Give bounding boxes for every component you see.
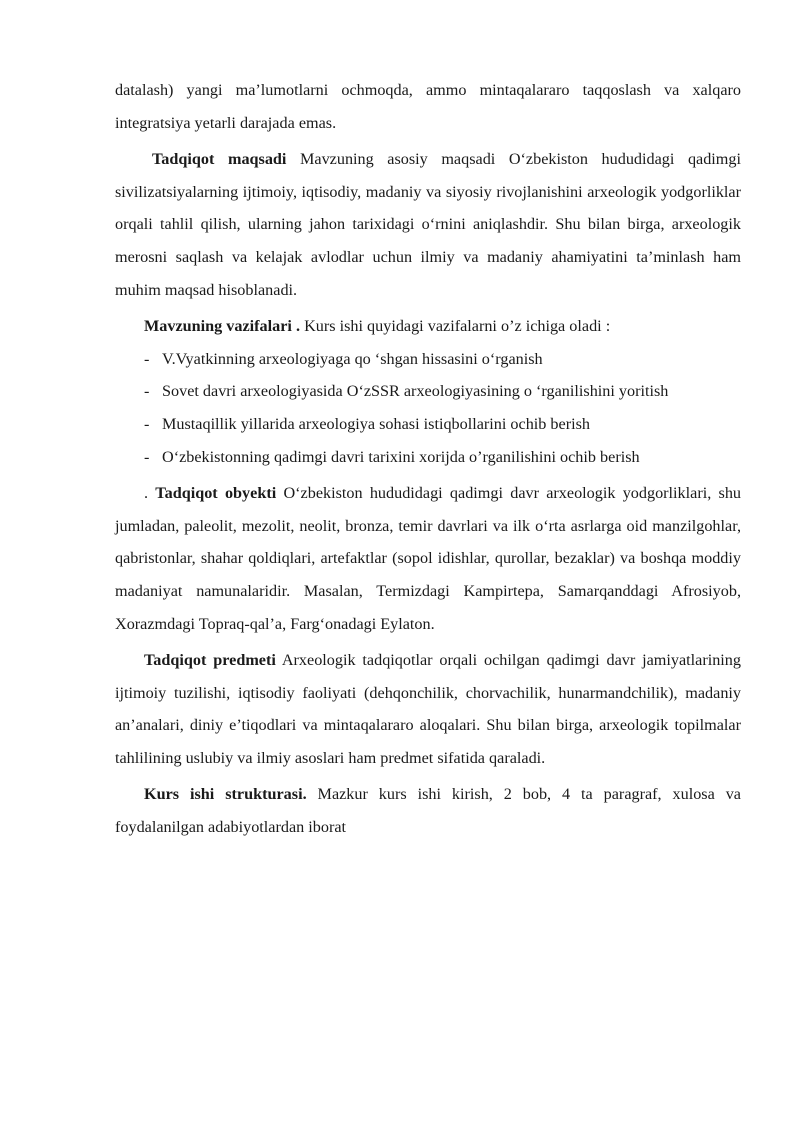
research-object-lead: .	[144, 484, 156, 503]
structure-heading: Kurs ishi strukturasi.	[144, 785, 307, 804]
research-subject-text: Arxeologik tadqiqotlar orqali ochilgan qadimgi davr jamiyatlarining ijtimoiy tuzilishi, iqtisodiy faoliyati (dehqonchilik, chorvachilik, hunarmandchilik), madaniy an’analari, diniy e’tiqodlari va mintaqalararo aloqalari. Shu bilan birga, arxeologik topilmalar tahlilining uslubiy va ilmiy asoslari ham predmet sifatida qaraladi.	[115, 651, 741, 767]
structure-paragraph	[115, 778, 741, 843]
list-item-text: Sovet davri arxeologiyasida O‘zSSR arxeologiyasining o ‘rganilishini yoritish	[162, 382, 669, 401]
paragraph-continuation-text: datalash) yangi ma’lumotlarni ochmoqda, ammo mintaqalararo taqqoslash va xalqaro integratsiya yetarli darajada emas.	[115, 81, 741, 132]
list-bullet: -	[144, 447, 150, 466]
research-object-paragraph	[115, 477, 741, 640]
list-item-text: Mustaqillik yillarida arxeologiya sohasi istiqbollarini ochib berish	[162, 414, 590, 433]
list-bullet: -	[144, 414, 150, 433]
research-goal-heading: Tadqiqot maqsadi	[152, 150, 287, 169]
list-item-text: O‘zbekistonning qadimgi davri tarixini xorijda o’rganilishini ochib berish	[162, 447, 640, 466]
research-object-text: O‘zbekiston hududidagi qadimgi davr arxeologik yodgorliklari, shu jumladan, paleolit, mezolit, neolit, bronza, temir davrlari va ilk o‘rta asrlarga oid manzilgohlar, qabristonlar, shahar qoldiqlari, artefaktlar (sopol idishlar, qurollar, bezaklar) va boshqa moddiy madaniyat namunalaridir. Masalan, Termizdagi Kampirtepa, Samarqanddagi Afrosiyob, Xorazmdagi Topraq-qal’a, Farg‘onadagi Eylaton.	[115, 484, 742, 633]
list-item-text: V.Vyatkinning arxeologiyaga qo ‘shgan hissasini o‘rganish	[162, 349, 543, 368]
research-goal-text: Mavzuning asosiy maqsadi O‘zbekiston hududidagi qadimgi sivilizatsiyalarning ijtimoiy, iqtisodiy, madaniy va siyosiy rivojlanishini arxeologik yodgorliklar orqali tahlil qilish, ularning jahon tarixidagi o‘rnini aniqlashdir. Shu bilan birga, arxeologik merosni saqlash va kelajak avlodlar uchun ilmiy va madaniy ahamiyatini ta’minlash ham muhim maqsad hisoblanadi.	[115, 150, 741, 299]
list-bullet: -	[144, 349, 150, 368]
tasks-heading: Mavzuning vazifalari .	[144, 317, 301, 336]
research-subject-paragraph	[115, 644, 741, 774]
research-goal-paragraph	[115, 143, 741, 306]
paragraph-continuation	[115, 74, 741, 139]
list-bullet: -	[144, 382, 150, 401]
list-item	[115, 441, 741, 474]
research-subject-heading: Tadqiqot predmeti	[144, 651, 276, 670]
research-object-heading: Tadqiqot obyekti	[155, 484, 277, 503]
tasks-list	[115, 343, 741, 473]
list-item	[115, 408, 741, 441]
tasks-intro: Kurs ishi quyidagi vazifalarni o’z ichiga oladi :	[300, 317, 611, 336]
tasks-paragraph	[115, 310, 741, 343]
list-item	[115, 343, 741, 376]
structure-text: Mazkur kurs ishi kirish, 2 bob, 4 ta paragraf, xulosa va foydalanilgan adabiyotlardan iborat	[115, 785, 741, 837]
document-page	[115, 74, 741, 844]
list-item	[115, 375, 741, 408]
